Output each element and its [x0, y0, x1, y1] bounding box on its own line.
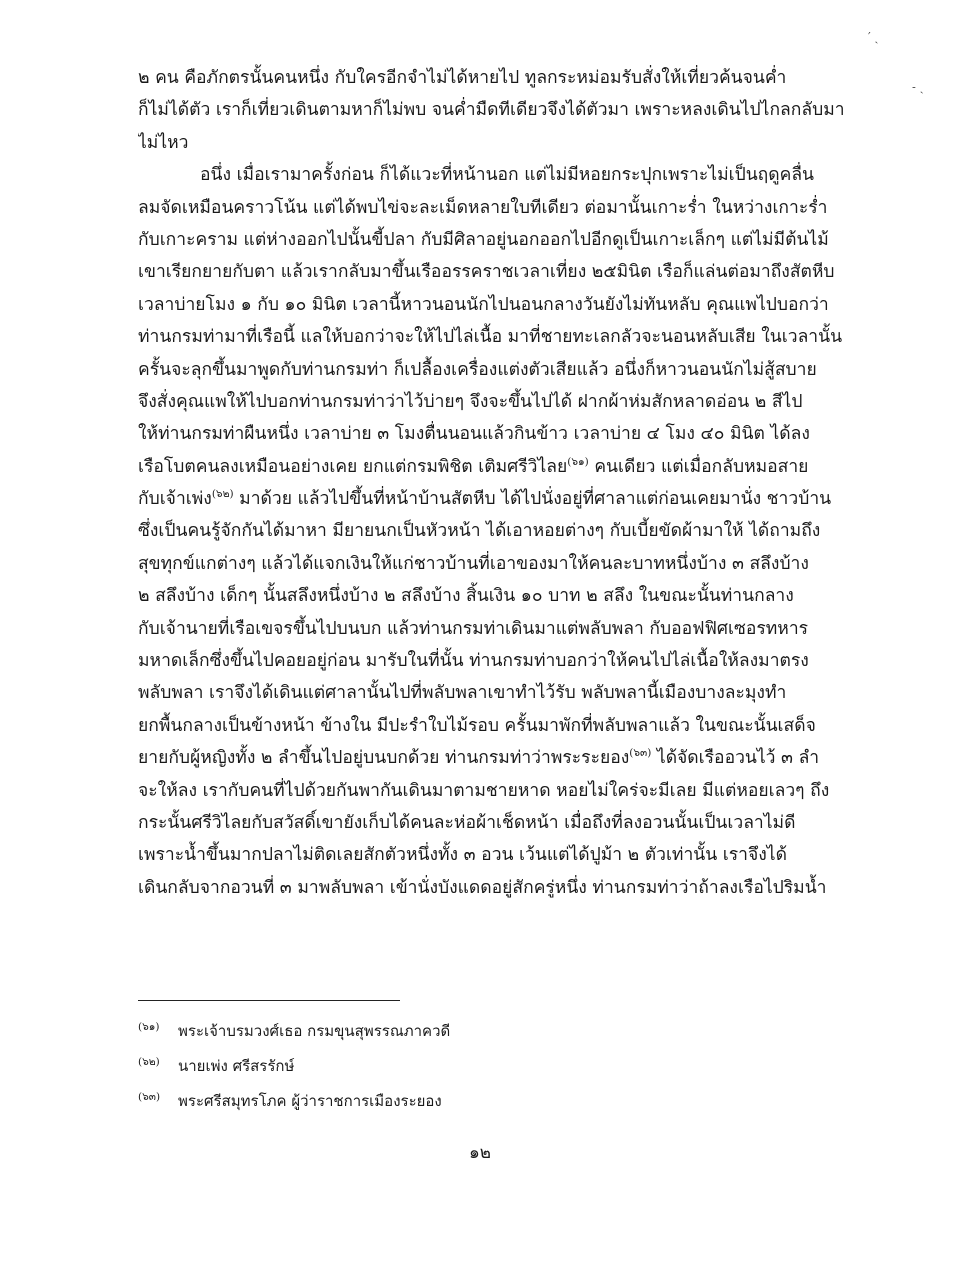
line-text-continued: ได้จัดเรืออวนไว้ ๓ ลำ — [651, 748, 820, 769]
text-line — [138, 710, 898, 742]
text-line — [138, 839, 898, 871]
line-text: ซึ่งเป็นคนรู้จักกันได้มาหา มียายนกเป็นหัวหน้า ได้เอาหอยต่างๆ กับเบี้ยขัดผ้ามาให้ ได้ถามถึง — [138, 521, 821, 542]
text-line — [138, 127, 898, 159]
text-line — [138, 192, 898, 224]
text-line — [138, 872, 898, 904]
text-line — [138, 580, 898, 612]
line-text: ให้ท่านกรมท่าผืนหนึ่ง เวลาบ่าย ๓ โมงตื่นนอนแล้วกินข้าว เวลาบ่าย ๔ โมง ๔๐ มินิต ได้ลง — [138, 424, 810, 445]
footnotes — [138, 1012, 838, 1117]
footnote — [138, 1012, 838, 1047]
text-line — [138, 159, 898, 191]
footnote — [138, 1082, 838, 1117]
footnote — [138, 1047, 838, 1082]
line-text: ยกพื้นกลางเป็นข้างหน้า ข้างใน มีปะรำใบไม้รอบ ครั้นมาพักที่พลับพลาแล้ว ในขณะนั้นเสด็จ — [138, 715, 816, 736]
margin-mark: ˗ ˏ — [912, 80, 924, 94]
text-line — [138, 613, 898, 645]
page-number: ๑๒ — [469, 1143, 491, 1163]
line-text: ๒ สลึงบ้าง เด็กๆ นั้นสลึงหนึ่งบ้าง ๒ สลึงบ้าง สิ้นเงิน ๑๐ บาท ๒ สลึง ในขณะนั้นท่านกลาง — [138, 586, 794, 607]
text-line — [138, 483, 898, 515]
footnote-reference: (๖๒) — [211, 488, 234, 501]
footnote-mark: (๖๓) — [138, 1091, 161, 1103]
line-text: อนึ่ง เมื่อเรามาครั้งก่อน ก็ได้แวะที่หน้านอก แต่ไม่มีหอยกระปุกเพราะไม่เป็นฤดูคลื่น — [200, 165, 815, 186]
line-text: ยายกับผู้หญิงทั้ง ๒ ลำขึ้นไปอยู่บนบกด้วย ท่านกรมท่าว่าพระระยอง — [138, 748, 630, 769]
text-line — [138, 256, 898, 288]
text-line — [138, 645, 898, 677]
text-line — [138, 354, 898, 386]
line-text: เขาเรียกยายกับตา แล้วเรากลับมาขึ้นเรืออรรคราชเวลาเที่ยง ๒๕มินิต เรือก็แล่นต่อมาถึงสัตหีบ — [138, 262, 835, 283]
line-text: ไม่ไหว — [138, 132, 189, 153]
line-text-continued: คนเดียว แต่เมื่อกลับหมอสาย — [588, 456, 809, 477]
line-text: กับเกาะคราม แต่ห่างออกไปนั้นขี้ปลา กับมีศิลาอยู่นอกออกไปอีกดูเป็นเกาะเล็กๆ แต่ไม่มีต้นไม้ — [138, 229, 829, 250]
line-text: ครั้นจะลุกขึ้นมาพูดกับท่านกรมท่า ก็เปลื้องเครื่องแต่งตัวเสียแล้ว อนึ่งก็หาวนอนนักไม่สู้สบาย — [138, 359, 817, 380]
line-text: เวลาบ่ายโมง ๑ กับ ๑๐ มินิต เวลานี้หาวนอนนักไปนอนกลางวันยังไม่ทันหลับ คุณแพไปบอกว่า — [138, 294, 829, 315]
footnote-mark: (๖๒) — [138, 1056, 160, 1068]
footnote-reference: (๖๓) — [629, 747, 652, 760]
text-line — [138, 742, 898, 774]
line-text: ลมจัดเหมือนคราวโน้น แต่ได้พบไข่จะละเม็ดหลายใบทีเดียว ต่อมานั้นเกาะร่ำ ในหว่างเกาะร่ำ — [138, 197, 828, 218]
footnote-text: พระศรีสมุทรโภค ผู้ว่าราชการเมืองระยอง — [178, 1092, 442, 1110]
line-text: เพราะน้ำขึ้นมากปลาไม่ติดเลยสักตัวหนึ่งทั้ง ๓ อวน เว้นแต่ได้ปูม้า ๒ ตัวเท่านั้น เราจึงได้ — [138, 845, 787, 866]
line-text: จะให้ลง เรากับคนที่ไปด้วยกันพากันเดินมาตามชายหาด หอยไม่ใคร่จะมีเลย มีแต่หอยเลวๆ ถึง — [138, 780, 830, 801]
text-line — [138, 386, 898, 418]
margin-mark: ′ ˏ — [868, 30, 879, 44]
text-line — [138, 451, 898, 483]
line-text-continued: มาด้วย แล้วไปขึ้นที่หน้าบ้านสัตหีบ ได้ไปนั่งอยู่ที่ศาลาแต่ก่อนเคยมานั่ง ชาวบ้าน — [233, 489, 832, 510]
text-line — [138, 677, 898, 709]
line-text: มหาดเล็กซึ่งขึ้นไปคอยอยู่ก่อน มารับในที่นั้น ท่านกรมท่าบอกว่าให้คนไปไล่เนื้อให้ลงมาตรง — [138, 651, 809, 672]
line-text: จึงสั่งคุณแพให้ไปบอกท่านกรมท่าว่าไว้บ่ายๆ จึงจะขึ้นไปได้ ฝากผ้าห่มสักหลาดอ่อน ๒ สีไป — [138, 391, 803, 412]
line-text: ก็ไม่ได้ตัว เราก็เที่ยวเดินตามหาก็ไม่พบ จนค่ำมืดทีเดียวจึงได้ตัวมา เพราะหลงเดินไปไกลกลับมา — [138, 100, 845, 121]
text-line — [138, 94, 898, 126]
line-text: ๒ คน คือภักตรนั้นคนหนึ่ง กับใครอีกจำไม่ได้หายไป ทูลกระหม่อมรับสั่งให้เที่ยวค้นจนค่ำ — [138, 68, 787, 88]
footnote-mark: (๖๑) — [138, 1021, 160, 1033]
text-line — [138, 807, 898, 839]
line-text: กระนั้นศรีวิไลยกับสวัสดิ์เขายังเก็บได้คนละห่อผ้าเช็ดหน้า เมื่อถึงที่ลงอวนนั้นเป็นเวลาไม่ดี — [138, 812, 796, 833]
text-line — [138, 62, 898, 94]
body-text — [138, 62, 898, 904]
text-line — [138, 548, 898, 580]
line-text: เดินกลับจากอวนที่ ๓ มาพลับพลา เข้านั่งบังแดดอยู่สักครู่หนึ่ง ท่านกรมท่าว่าถ้าลงเรือไปริมน้ำ — [138, 877, 827, 898]
text-line — [138, 224, 898, 256]
text-line — [138, 289, 898, 321]
line-text: เรือโบตคนลงเหมือนอย่างเคย ยกแต่กรมพิชิต เติมศรีวิไลย — [138, 456, 568, 477]
footnote-text: นายเพ่ง ศรีสรรักษ์ — [178, 1057, 295, 1075]
footnote-reference: (๖๑) — [567, 455, 589, 468]
line-text: ท่านกรมท่ามาที่เรือนี้ แลให้บอกว่าจะให้ไปไล่เนื้อ มาที่ชายทะเลกลัวจะนอนหลับเสีย ในเวลานั้น — [138, 327, 843, 348]
text-line — [138, 515, 898, 547]
text-line — [138, 418, 898, 450]
line-text: กับเจ้าเพ่ง — [138, 489, 212, 510]
line-text: สุขทุกข์แกต่างๆ แล้วได้แจกเงินให้แก่ชาวบ้านที่เอาของมาให้คนละบาทหนึ่งบ้าง ๓ สลึงบ้าง — [138, 553, 809, 574]
line-text: พลับพลา เราจึงได้เดินแต่ศาลานั้นไปที่พลับพลาเขาทำไว้รับ พลับพลานี้เมืองบางละมุงทำ — [138, 683, 787, 704]
footnote-text: พระเจ้าบรมวงศ์เธอ กรมขุนสุพรรณภาควดี — [178, 1022, 451, 1040]
line-text: กับเจ้านายที่เรือเขจรขึ้นไปบนบก แล้วท่านกรมท่าเดินมาแต่พลับพลา กับออฟฟิศเซอรทหาร — [138, 618, 809, 639]
text-line — [138, 321, 898, 353]
footnote-divider — [138, 1000, 400, 1001]
text-line — [138, 775, 898, 807]
